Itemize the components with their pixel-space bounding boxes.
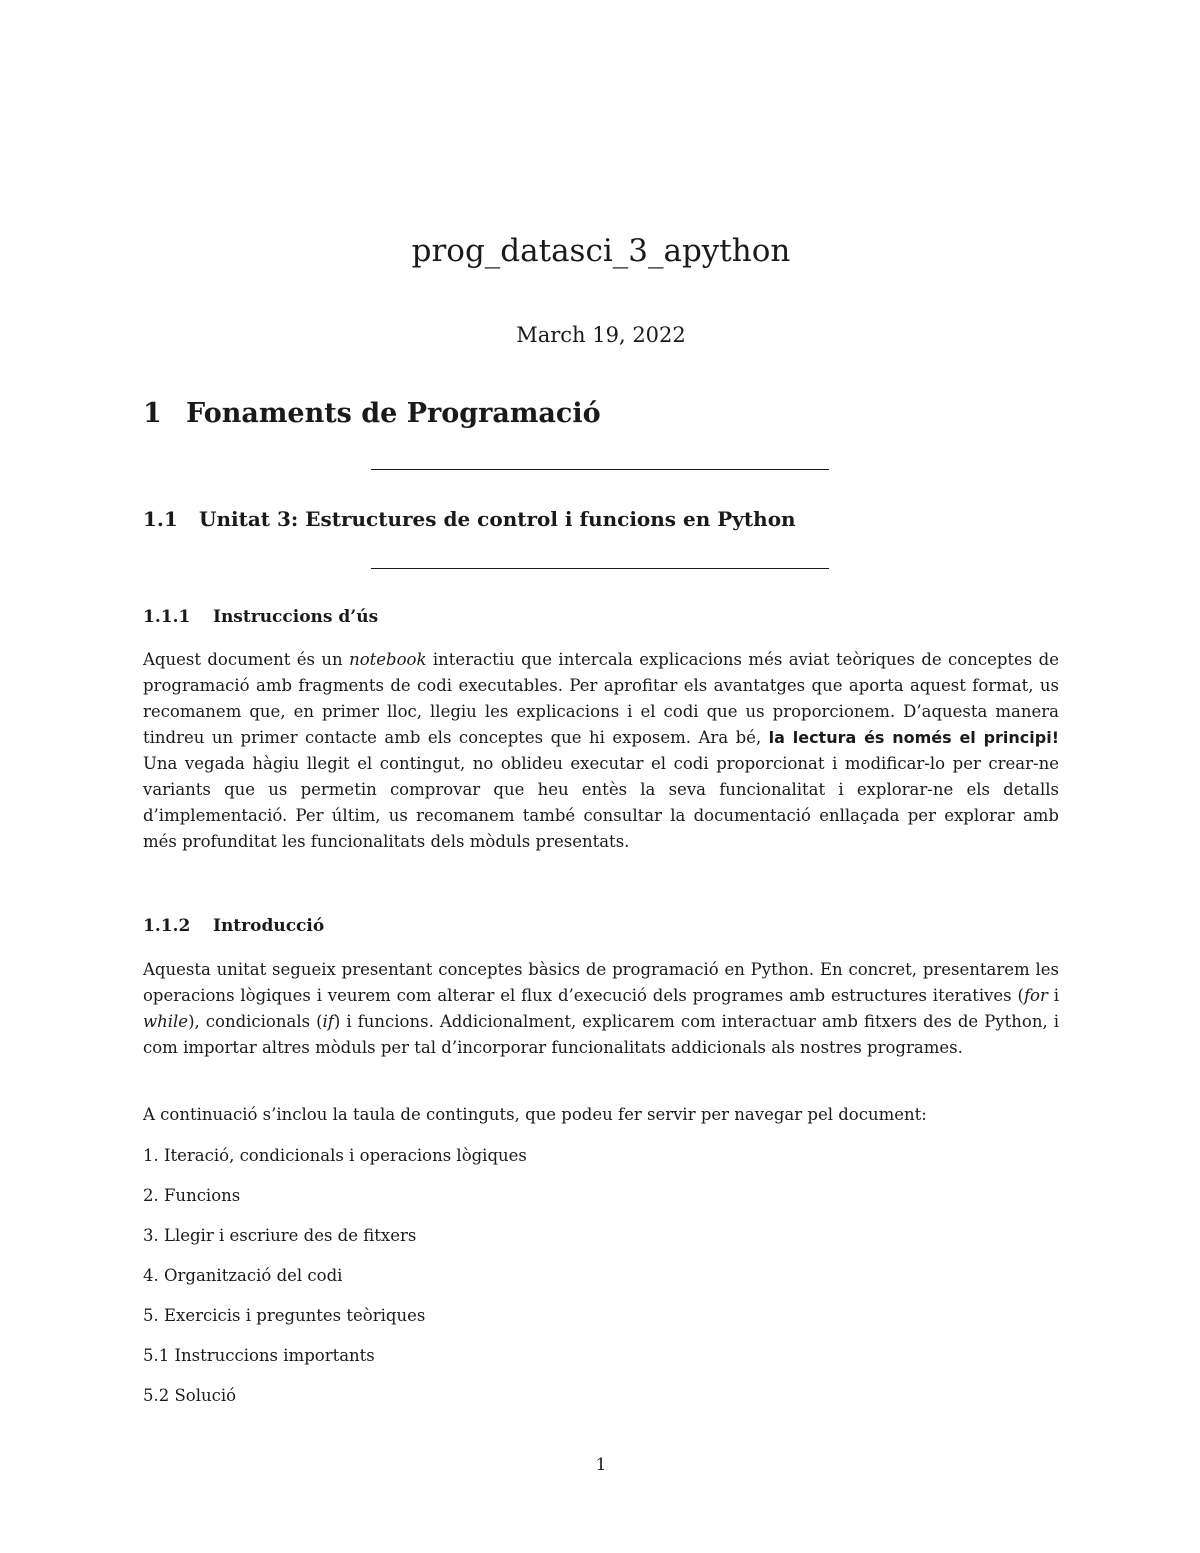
- text-run: interactiu que intercala explicacions més aviat teòriques de conceptes de programació amb fragments de codi executables. Per aprofitar els avantatges que aporta aquest format, us recomanem que, en primer lloc, llegiu les explicacions i el codi que us proporcionem. D’aquesta manera tindreu un primer contacte amb els conceptes que hi exposem. Ara bé,: [143, 650, 1059, 747]
- text-run: ), condicionals (: [188, 1012, 323, 1031]
- page-number: 1: [595, 1455, 607, 1475]
- emphasis-for: for: [1023, 986, 1048, 1005]
- subsubsection-heading-instruccions: [143, 607, 1059, 627]
- toc-item[interactable]: 5. Exercicis i preguntes teòriques: [143, 1306, 426, 1325]
- toc-item[interactable]: 1. Iteració, condicionals i operacions lògiques: [143, 1146, 527, 1165]
- horizontal-rule-bottom: [371, 568, 829, 569]
- document-title: prog_datasci_3_apython: [411, 233, 791, 269]
- subsection-title: Unitat 3: Estructures de control i funcions en Python: [199, 507, 796, 531]
- paragraph-toc-intro: A continuació s’inclou la taula de continguts, que podeu fer servir per navegar pel document:: [143, 1105, 927, 1124]
- section-number: 1: [143, 398, 162, 429]
- subsubsection-number: 1.1.2: [143, 916, 191, 936]
- toc-item[interactable]: 5.2 Solució: [143, 1386, 237, 1405]
- text-run: i: [1047, 986, 1059, 1005]
- subsubsection-title: Instruccions d’ús: [213, 607, 379, 627]
- subsection-number: 1.1: [143, 507, 178, 531]
- paragraph-instruccions: [143, 647, 1059, 855]
- document-date: March 19, 2022: [516, 323, 686, 347]
- emphasis-while: while: [143, 1012, 189, 1031]
- text-run: Aquest document és un: [143, 650, 350, 669]
- subsubsection-number: 1.1.1: [143, 607, 191, 627]
- subsubsection-title: Introducció: [213, 916, 325, 936]
- paragraph-introduccio: [143, 957, 1059, 1061]
- text-run: ) i funcions. Addicionalment, explicarem com interactuar amb fitxers des de Python, i com importar altres mòduls per tal d’incorporar funcionalitats addicionals als nostres programes.: [143, 1012, 1059, 1057]
- section-title: Fonaments de Programació: [186, 398, 601, 429]
- horizontal-rule-top: [371, 469, 829, 470]
- toc-item[interactable]: 2. Funcions: [143, 1186, 241, 1205]
- toc-item[interactable]: 5.1 Instruccions importants: [143, 1346, 375, 1365]
- text-run: Una vegada hàgiu llegit el contingut, no oblideu executar el codi proporcionat i modificar-lo per crear-ne variants que us permetin comprovar que heu entès la seva funcionalitat i explorar-ne els detalls d’implementació. Per últim, us recomanem també consultar la documentació enllaçada per explorar amb més profunditat les funcionalitats dels mòduls presentats.: [143, 754, 1059, 851]
- text-run: Aquesta unitat segueix presentant conceptes bàsics de programació en Python. En concret, presentarem les operacions lògiques i veurem com alterar el flux d’execució dels programes amb estructures iteratives (: [143, 960, 1059, 1005]
- toc-item[interactable]: 4. Organització del codi: [143, 1266, 343, 1285]
- document-page: [143, 0, 1059, 1553]
- table-of-contents: [143, 1143, 1059, 1423]
- emphasis-if: if: [322, 1012, 334, 1031]
- subsubsection-heading-introduccio: [143, 916, 1059, 936]
- section-heading: [143, 398, 1059, 430]
- emphasis-notebook: notebook: [349, 650, 427, 669]
- bold-phrase: la lectura és només el principi!: [768, 728, 1060, 747]
- toc-item[interactable]: 3. Llegir i escriure des de fitxers: [143, 1226, 417, 1245]
- subsection-heading: [143, 507, 1059, 531]
